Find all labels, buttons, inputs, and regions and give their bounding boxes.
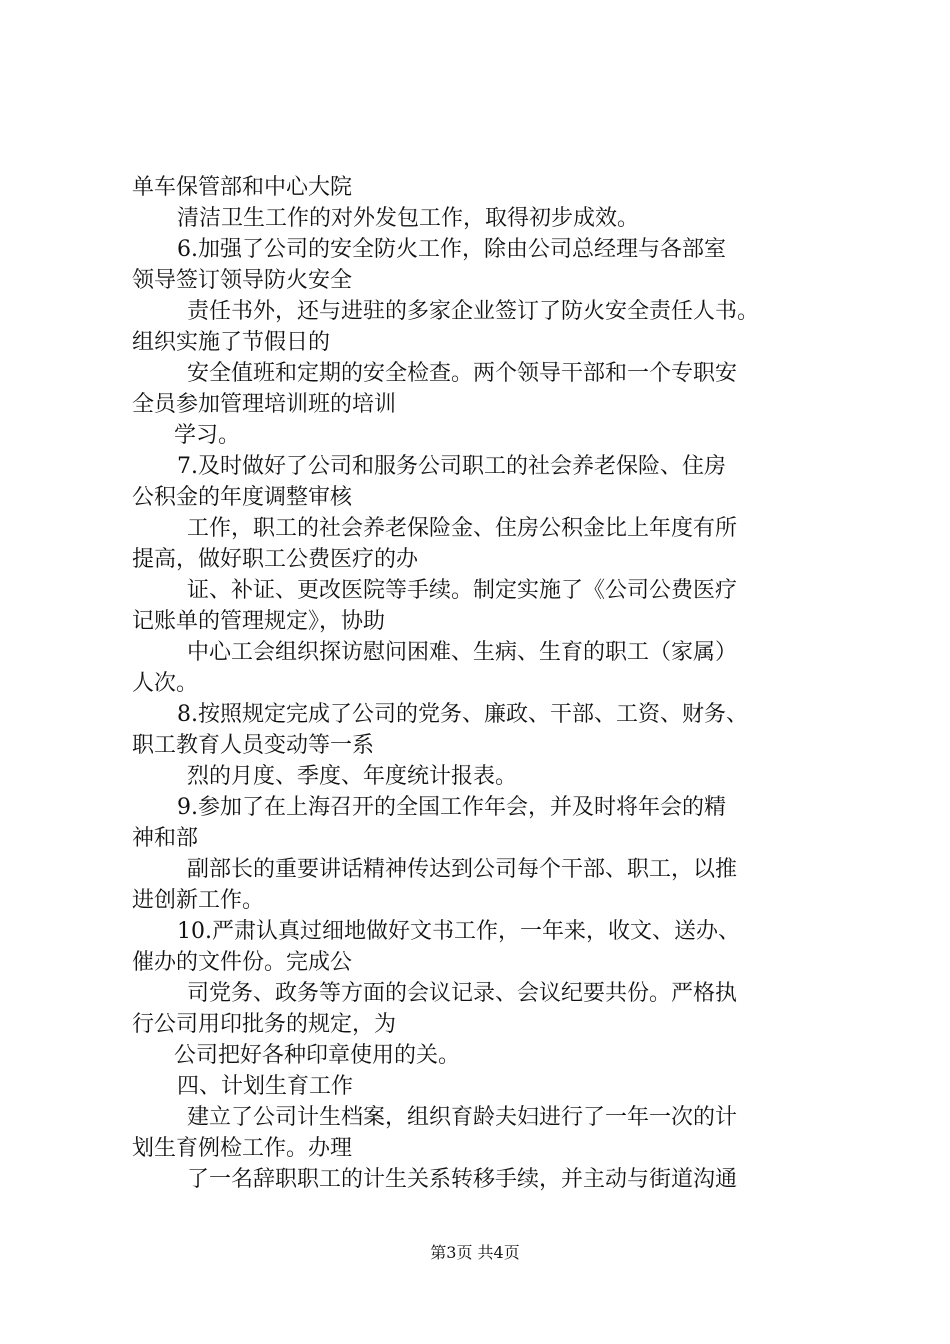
text-line: 神和部	[132, 826, 199, 851]
text-line: 安全值班和定期的安全检查。两个领导干部和一个专职安	[187, 361, 738, 386]
text-line: 7.及时做好了公司和服务公司职工的社会养老保险、住房	[177, 454, 726, 479]
text-line: 责任书外，还与进驻的多家企业签订了防火安全责任人书。	[187, 299, 760, 324]
text-line: 了一名辞职职工的计生关系转移手续，并主动与街道沟通	[187, 1167, 738, 1192]
text-line: 划生育例检工作。办理	[132, 1136, 353, 1161]
text-line: 10.严肃认真过细地做好文书工作，一年来，收文、送办、	[177, 919, 740, 944]
document-body	[132, 172, 848, 1195]
text-line: 6.加强了公司的安全防火工作，除由公司总经理与各部室	[177, 237, 726, 262]
text-line: 副部长的重要讲话精神传达到公司每个干部、职工，以推	[187, 857, 738, 882]
text-line: 行公司用印批务的规定，为	[132, 1012, 397, 1037]
text-line: 四、计划生育工作	[177, 1074, 354, 1099]
text-line: 学习。	[174, 423, 241, 448]
text-line: 职工教育人员变动等一系	[132, 733, 375, 758]
text-line: 领导签订领导防火安全	[132, 268, 353, 293]
text-line: 组织实施了节假日的	[132, 330, 331, 355]
text-line: 工作，职工的社会养老保险金、住房公积金比上年度有所	[187, 516, 738, 541]
text-line: 清洁卫生工作的对外发包工作，取得初步成效。	[177, 206, 640, 231]
text-line: 8.按照规定完成了公司的党务、廉政、干部、工资、财务、	[177, 702, 748, 727]
text-line: 司党务、政务等方面的会议记录、会议纪要共份。严格执	[187, 981, 738, 1006]
text-line: 进创新工作。	[132, 888, 265, 913]
text-line: 建立了公司计生档案，组织育龄夫妇进行了一年一次的计	[187, 1105, 738, 1130]
text-line: 单车保管部和中心大院	[132, 175, 353, 200]
text-line: 全员参加管理培训班的培训	[132, 392, 397, 417]
text-line: 公积金的年度调整审核	[132, 485, 353, 510]
text-line: 中心工会组织探访慰问困难、生病、生育的职工（家属）	[187, 640, 738, 665]
text-line: 催办的文件份。完成公	[132, 950, 353, 975]
text-line: 证、补证、更改医院等手续。制定实施了《公司公费医疗	[187, 578, 738, 603]
text-line: 提高，做好职工公费医疗的办	[132, 547, 419, 572]
text-line: 9.参加了在上海召开的全国工作年会，并及时将年会的精	[177, 795, 726, 820]
page-footer: 第3页 共4页	[430, 1243, 520, 1262]
text-line: 记账单的管理规定》，协助	[132, 609, 386, 634]
text-line: 人次。	[132, 671, 199, 696]
text-line: 公司把好各种印章使用的关。	[174, 1043, 461, 1068]
text-line: 烈的月度、季度、年度统计报表。	[187, 764, 518, 789]
